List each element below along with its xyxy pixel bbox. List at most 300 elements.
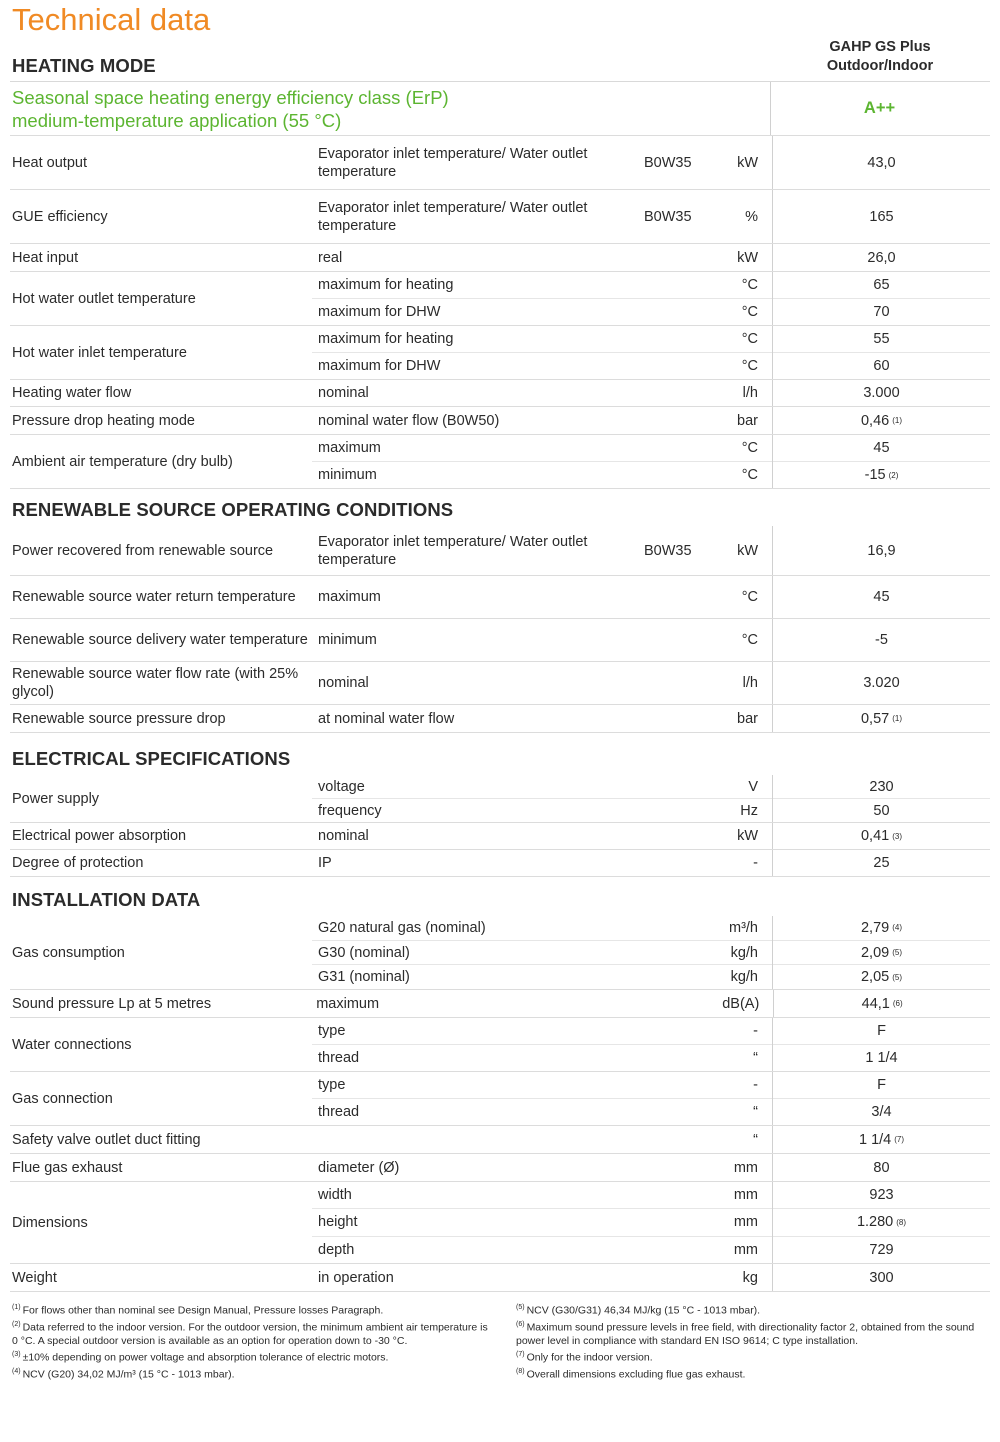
row-values (772, 326, 990, 379)
unit: °C (741, 440, 758, 456)
unit: mm (733, 1159, 758, 1176)
row-values (772, 435, 990, 488)
table-row (10, 705, 990, 733)
condition: width (318, 1187, 352, 1204)
footnote (12, 1318, 496, 1348)
row-values (772, 1154, 990, 1181)
row-details (312, 823, 772, 849)
footnote-mark: (1) (12, 1304, 21, 1311)
footnote (12, 1348, 496, 1365)
electrical-rows (10, 775, 990, 877)
footnote (516, 1301, 990, 1318)
unit: °C (741, 467, 758, 483)
detail-line (312, 1182, 772, 1208)
table-row (10, 244, 990, 272)
footnote-ref: (1) (892, 714, 902, 723)
table-row (10, 272, 990, 326)
footnotes-left (12, 1301, 496, 1382)
value: 80 (873, 1159, 890, 1176)
row-label: Gas connection (12, 1090, 113, 1107)
condition: height (318, 1214, 358, 1231)
value-cell (773, 326, 990, 352)
row-values (772, 662, 990, 704)
row-label: Flue gas exhaust (12, 1159, 123, 1176)
unit: °C (741, 358, 758, 374)
condition: type (318, 1077, 346, 1093)
detail-line (312, 380, 772, 406)
unit: kg (742, 1269, 758, 1286)
unit: °C (741, 632, 758, 648)
footnote-mark: (7) (516, 1351, 525, 1359)
row-values (772, 1264, 990, 1291)
table-row (10, 1154, 990, 1182)
table-row (10, 1072, 990, 1126)
row-values (772, 916, 990, 989)
footnote-ref: (4) (892, 923, 902, 933)
row-details (312, 190, 772, 243)
table-row (10, 775, 990, 823)
condition: maximum (318, 440, 381, 456)
row-details (312, 1072, 772, 1125)
model-name: GAHP GS Plus (829, 39, 931, 55)
value-cell (773, 461, 990, 488)
condition: diameter (Ø) (318, 1159, 400, 1176)
row-details (312, 435, 772, 488)
unit: dB(A) (722, 995, 760, 1012)
footnote-ref: (7) (894, 1135, 905, 1144)
row-values (773, 990, 990, 1017)
value: 300 (869, 1269, 894, 1286)
footnote-mark: (6) (516, 1320, 525, 1328)
condition: IP (318, 855, 332, 871)
value-cell (773, 662, 990, 704)
row-label: Renewable source delivery water temperature (12, 632, 308, 648)
value: 45 (873, 589, 890, 605)
detail-line (312, 775, 772, 798)
value: F (877, 1077, 886, 1093)
footnotes-right (516, 1301, 990, 1382)
row-label: Heating water flow (12, 385, 132, 401)
table-row (10, 916, 990, 990)
row-values (772, 619, 990, 661)
erp-class-value: A++ (770, 82, 988, 135)
value-cell (773, 916, 990, 940)
value: 3.020 (863, 675, 900, 691)
row-values (772, 576, 990, 618)
value-cell (773, 1126, 990, 1153)
footnote (12, 1365, 496, 1382)
value: 0,46 (860, 412, 890, 429)
row-values (772, 1126, 990, 1153)
value: F (877, 1023, 886, 1039)
table-row (10, 190, 990, 244)
row-label: Heat output (12, 154, 87, 171)
detail-line (312, 576, 772, 618)
row-details (310, 990, 773, 1017)
value: 1 1/4 (865, 1050, 898, 1066)
value-cell (773, 435, 990, 461)
value-cell (773, 1044, 990, 1071)
test-code: B0W35 (644, 154, 692, 171)
detail-line (312, 136, 772, 189)
detail-line (312, 326, 772, 352)
model-header (772, 38, 988, 76)
table-row (10, 326, 990, 380)
condition: in operation (318, 1269, 394, 1286)
value: 45 (873, 440, 890, 456)
row-label: Power supply (12, 790, 100, 807)
row-label: GUE efficiency (12, 208, 108, 225)
value-cell (773, 244, 990, 271)
value: 60 (873, 358, 890, 374)
row-details (312, 576, 772, 618)
detail-line (312, 1018, 772, 1044)
row-label: Power recovered from renewable source (12, 542, 274, 559)
unit: - (753, 1023, 758, 1039)
value-cell (773, 798, 990, 822)
condition: nominal (318, 385, 369, 401)
detail-line (312, 1098, 772, 1125)
condition: maximum for heating (318, 277, 454, 293)
value-cell (773, 1098, 990, 1125)
row-details (312, 705, 772, 732)
footnote-text: Only for the indoor version. (526, 1351, 653, 1364)
row-label: Sound pressure Lp at 5 metres (12, 995, 212, 1012)
value-cell (773, 823, 990, 849)
row-details (312, 916, 772, 989)
row-values (772, 244, 990, 271)
value: 65 (873, 277, 890, 293)
unit: °C (741, 589, 758, 605)
detail-line (312, 298, 772, 325)
row-details (312, 272, 772, 325)
row-details (312, 619, 772, 661)
condition: maximum for DHW (318, 358, 441, 374)
condition: frequency (318, 802, 382, 819)
row-label: Ambient air temperature (dry bulb) (12, 453, 233, 470)
footnote-mark: (4) (12, 1368, 21, 1376)
section-title-electrical: ELECTRICAL SPECIFICATIONS (12, 748, 291, 769)
condition: nominal (318, 675, 369, 691)
row-label: Hot water inlet temperature (12, 344, 187, 361)
table-row (10, 1126, 990, 1154)
value: 0,41 (860, 828, 890, 844)
row-details (312, 662, 772, 704)
value: 165 (869, 208, 894, 225)
condition: type (318, 1023, 346, 1039)
footnote-text: Overall dimensions excluding flue gas exhaust. (526, 1368, 746, 1381)
table-row (10, 526, 990, 576)
condition: minimum (318, 467, 377, 483)
condition: nominal water flow (B0W50) (318, 412, 500, 429)
detail-line (312, 850, 772, 876)
unit: % (745, 208, 758, 225)
condition: minimum (318, 632, 377, 648)
electrical-table (10, 775, 990, 877)
value: 3.000 (863, 385, 900, 401)
installation-table (10, 916, 990, 1292)
value-cell (773, 1208, 990, 1235)
row-label: Dimensions (12, 1214, 88, 1231)
row-details (312, 407, 772, 434)
table-row (10, 850, 990, 877)
unit: m³/h (729, 919, 758, 936)
footnote (12, 1301, 496, 1318)
heating-mode-rows (10, 136, 990, 489)
heating-mode-table (10, 82, 990, 489)
condition: maximum (318, 589, 381, 605)
detail-line (312, 461, 772, 488)
detail-line (312, 435, 772, 461)
table-row (10, 1264, 990, 1292)
value-cell (773, 1182, 990, 1208)
footnote (516, 1348, 990, 1365)
detail-line (312, 823, 772, 849)
table-row (10, 380, 990, 407)
value-cell (773, 850, 990, 876)
row-label: Renewable source water flow rate (with 25% glycol) (12, 666, 299, 700)
condition: maximum for heating (318, 331, 454, 347)
row-details (312, 1018, 772, 1071)
row-details (312, 526, 772, 575)
value: 26,0 (867, 249, 896, 266)
condition: Evaporator inlet temperature/ Water outlet temperature (318, 199, 588, 234)
value: 70 (873, 304, 890, 320)
footnote-text: ±10% depending on power voltage and absorption tolerance of electric motors. (22, 1351, 389, 1364)
value-cell (773, 705, 990, 732)
value: 43,0 (867, 154, 896, 171)
condition: thread (318, 1050, 360, 1066)
unit: “ (753, 1131, 758, 1148)
condition: Evaporator inlet temperature/ Water outlet temperature (318, 145, 588, 180)
footnote-ref: (5) (892, 948, 902, 957)
unit: “ (753, 1050, 758, 1066)
value: -5 (875, 632, 888, 648)
row-details (312, 380, 772, 406)
unit: - (753, 1077, 758, 1093)
installation-rows (10, 916, 990, 1292)
condition: maximum for DHW (318, 304, 441, 320)
unit: “ (753, 1104, 758, 1120)
unit: kg/h (730, 944, 758, 961)
value-cell (773, 352, 990, 379)
unit: kW (737, 828, 758, 844)
detail-line (312, 1072, 772, 1098)
condition: G20 natural gas (nominal) (318, 919, 486, 936)
value: 55 (873, 331, 890, 347)
value: 1.280 (856, 1214, 894, 1231)
value-cell (773, 964, 990, 989)
condition: G30 (nominal) (318, 944, 410, 961)
condition: depth (318, 1241, 355, 1258)
value: 50 (873, 802, 890, 819)
footnote-text: NCV (G30/G31) 46,34 MJ/kg (15 °C - 1013 mbar). (526, 1304, 761, 1317)
footnote-mark: (8) (516, 1368, 525, 1376)
footnote-text: For flows other than nominal see Design Manual, Pressure losses Paragraph. (22, 1304, 384, 1317)
detail-line (312, 916, 772, 940)
detail-line (312, 1236, 772, 1263)
row-values (772, 136, 990, 189)
detail-line (312, 407, 772, 434)
row-values (772, 705, 990, 732)
value-cell (773, 136, 990, 189)
unit: mm (733, 1214, 758, 1231)
unit: mm (733, 1241, 758, 1258)
row-label: Safety valve outlet duct fitting (12, 1131, 201, 1148)
value: 230 (869, 778, 894, 795)
row-values (772, 850, 990, 876)
value-cell (773, 1072, 990, 1098)
detail-line (312, 940, 772, 965)
unit: mm (733, 1187, 758, 1204)
value-cell (773, 1018, 990, 1044)
value: 1 1/4 (858, 1131, 892, 1148)
row-details (312, 1264, 772, 1291)
footnote (516, 1318, 990, 1348)
footnote-ref: (8) (896, 1217, 907, 1227)
value-cell (773, 1154, 990, 1181)
unit: °C (741, 331, 758, 347)
footnote-mark: (5) (516, 1304, 525, 1311)
value-cell (773, 190, 990, 243)
unit: kW (737, 154, 758, 171)
value: 2,05 (860, 969, 890, 986)
renewable-table (10, 526, 990, 733)
value-cell (773, 1236, 990, 1263)
condition: Evaporator inlet temperature/ Water outlet temperature (318, 533, 588, 568)
detail-line (312, 1264, 772, 1291)
value: 16,9 (867, 542, 896, 559)
unit: bar (737, 710, 758, 727)
detail-line (312, 619, 772, 661)
detail-line (312, 526, 772, 575)
condition: maximum (316, 995, 380, 1012)
test-code: B0W35 (644, 208, 692, 225)
row-label: Electrical power absorption (12, 828, 187, 844)
row-details (312, 1182, 772, 1263)
detail-line (312, 798, 772, 822)
value: 3/4 (871, 1104, 892, 1120)
condition: voltage (318, 778, 365, 795)
row-label: Degree of protection (12, 855, 144, 871)
unit: °C (741, 304, 758, 320)
footnote-ref: (1) (892, 416, 902, 425)
row-details (312, 244, 772, 271)
row-values (772, 190, 990, 243)
value-cell (773, 619, 990, 661)
detail-line (312, 244, 772, 271)
table-row (10, 407, 990, 435)
table-row (10, 136, 990, 190)
row-details (312, 326, 772, 379)
detail-line (312, 1044, 772, 1071)
test-code: B0W35 (644, 542, 692, 559)
table-row (10, 1018, 990, 1072)
unit: kW (737, 249, 758, 266)
value: -15 (864, 467, 886, 483)
section-title-heating: HEATING MODE (12, 55, 156, 76)
footnote-ref: (3) (892, 831, 902, 841)
renewable-rows (10, 526, 990, 733)
erp-label (10, 82, 770, 135)
table-row (10, 435, 990, 489)
section-title-installation: INSTALLATION DATA (12, 889, 201, 910)
detail-line (312, 352, 772, 379)
value: 25 (873, 855, 890, 871)
footnote-text: Maximum sound pressure levels in free field, with directionality factor 2, obtained from the sound power level in compliance with standard EN ISO 9614; C type installation. (516, 1321, 975, 1347)
unit: °C (741, 277, 758, 293)
detail-line (312, 705, 772, 732)
row-label: Renewable source pressure drop (12, 710, 226, 727)
value-cell (773, 576, 990, 618)
table-row (10, 576, 990, 619)
value: 729 (869, 1241, 894, 1258)
value-cell (773, 407, 990, 434)
row-values (772, 775, 990, 822)
row-values (772, 407, 990, 434)
row-details (312, 850, 772, 876)
unit: kW (737, 542, 758, 559)
detail-line (312, 190, 772, 243)
row-label: Heat input (12, 249, 79, 266)
unit: Hz (740, 802, 758, 819)
condition: nominal (318, 828, 369, 844)
value-cell (773, 775, 990, 798)
detail-line (312, 964, 772, 989)
table-row (10, 619, 990, 662)
erp-row (10, 82, 990, 136)
page-title: Technical data (12, 2, 211, 37)
footnote-ref: (6) (892, 999, 903, 1008)
footnote-text: NCV (G20) 34,02 MJ/m³ (15 °C - 1013 mbar). (22, 1368, 235, 1381)
row-values (772, 380, 990, 406)
table-row (10, 823, 990, 850)
table-row (10, 990, 990, 1018)
unit: kg/h (730, 969, 758, 986)
unit: V (748, 778, 758, 795)
detail-line (312, 1126, 772, 1153)
condition: G31 (nominal) (318, 969, 410, 986)
value-cell (773, 1264, 990, 1291)
table-row (10, 662, 990, 705)
section-title-renewable: RENEWABLE SOURCE OPERATING CONDITIONS (12, 499, 454, 520)
row-label: Pressure drop heating mode (12, 412, 195, 429)
detail-line (312, 1208, 772, 1235)
row-values (772, 272, 990, 325)
erp-label-line2: medium-temperature application (55 °C) (12, 109, 342, 131)
footnote-mark: (3) (12, 1351, 21, 1359)
row-details (312, 1154, 772, 1181)
row-values (772, 526, 990, 575)
condition: real (318, 249, 343, 266)
row-values (772, 1072, 990, 1125)
value-cell (773, 380, 990, 406)
value-cell (773, 940, 990, 965)
value-cell (774, 990, 990, 1017)
footnote (516, 1365, 990, 1382)
condition: thread (318, 1104, 360, 1120)
unit: - (753, 855, 758, 871)
row-details (312, 775, 772, 822)
value-cell (773, 272, 990, 298)
value: 923 (869, 1187, 894, 1204)
unit: l/h (742, 385, 758, 401)
value: 44,1 (861, 995, 890, 1012)
value: 2,09 (860, 944, 890, 961)
condition: at nominal water flow (318, 710, 455, 727)
detail-line (312, 662, 772, 704)
footnote-text: Data referred to the indoor version. For the outdoor version, the minimum ambient air temperature is 0 °C. A special outdoor version is available as an option for operation down to -30 °C. (12, 1321, 488, 1347)
